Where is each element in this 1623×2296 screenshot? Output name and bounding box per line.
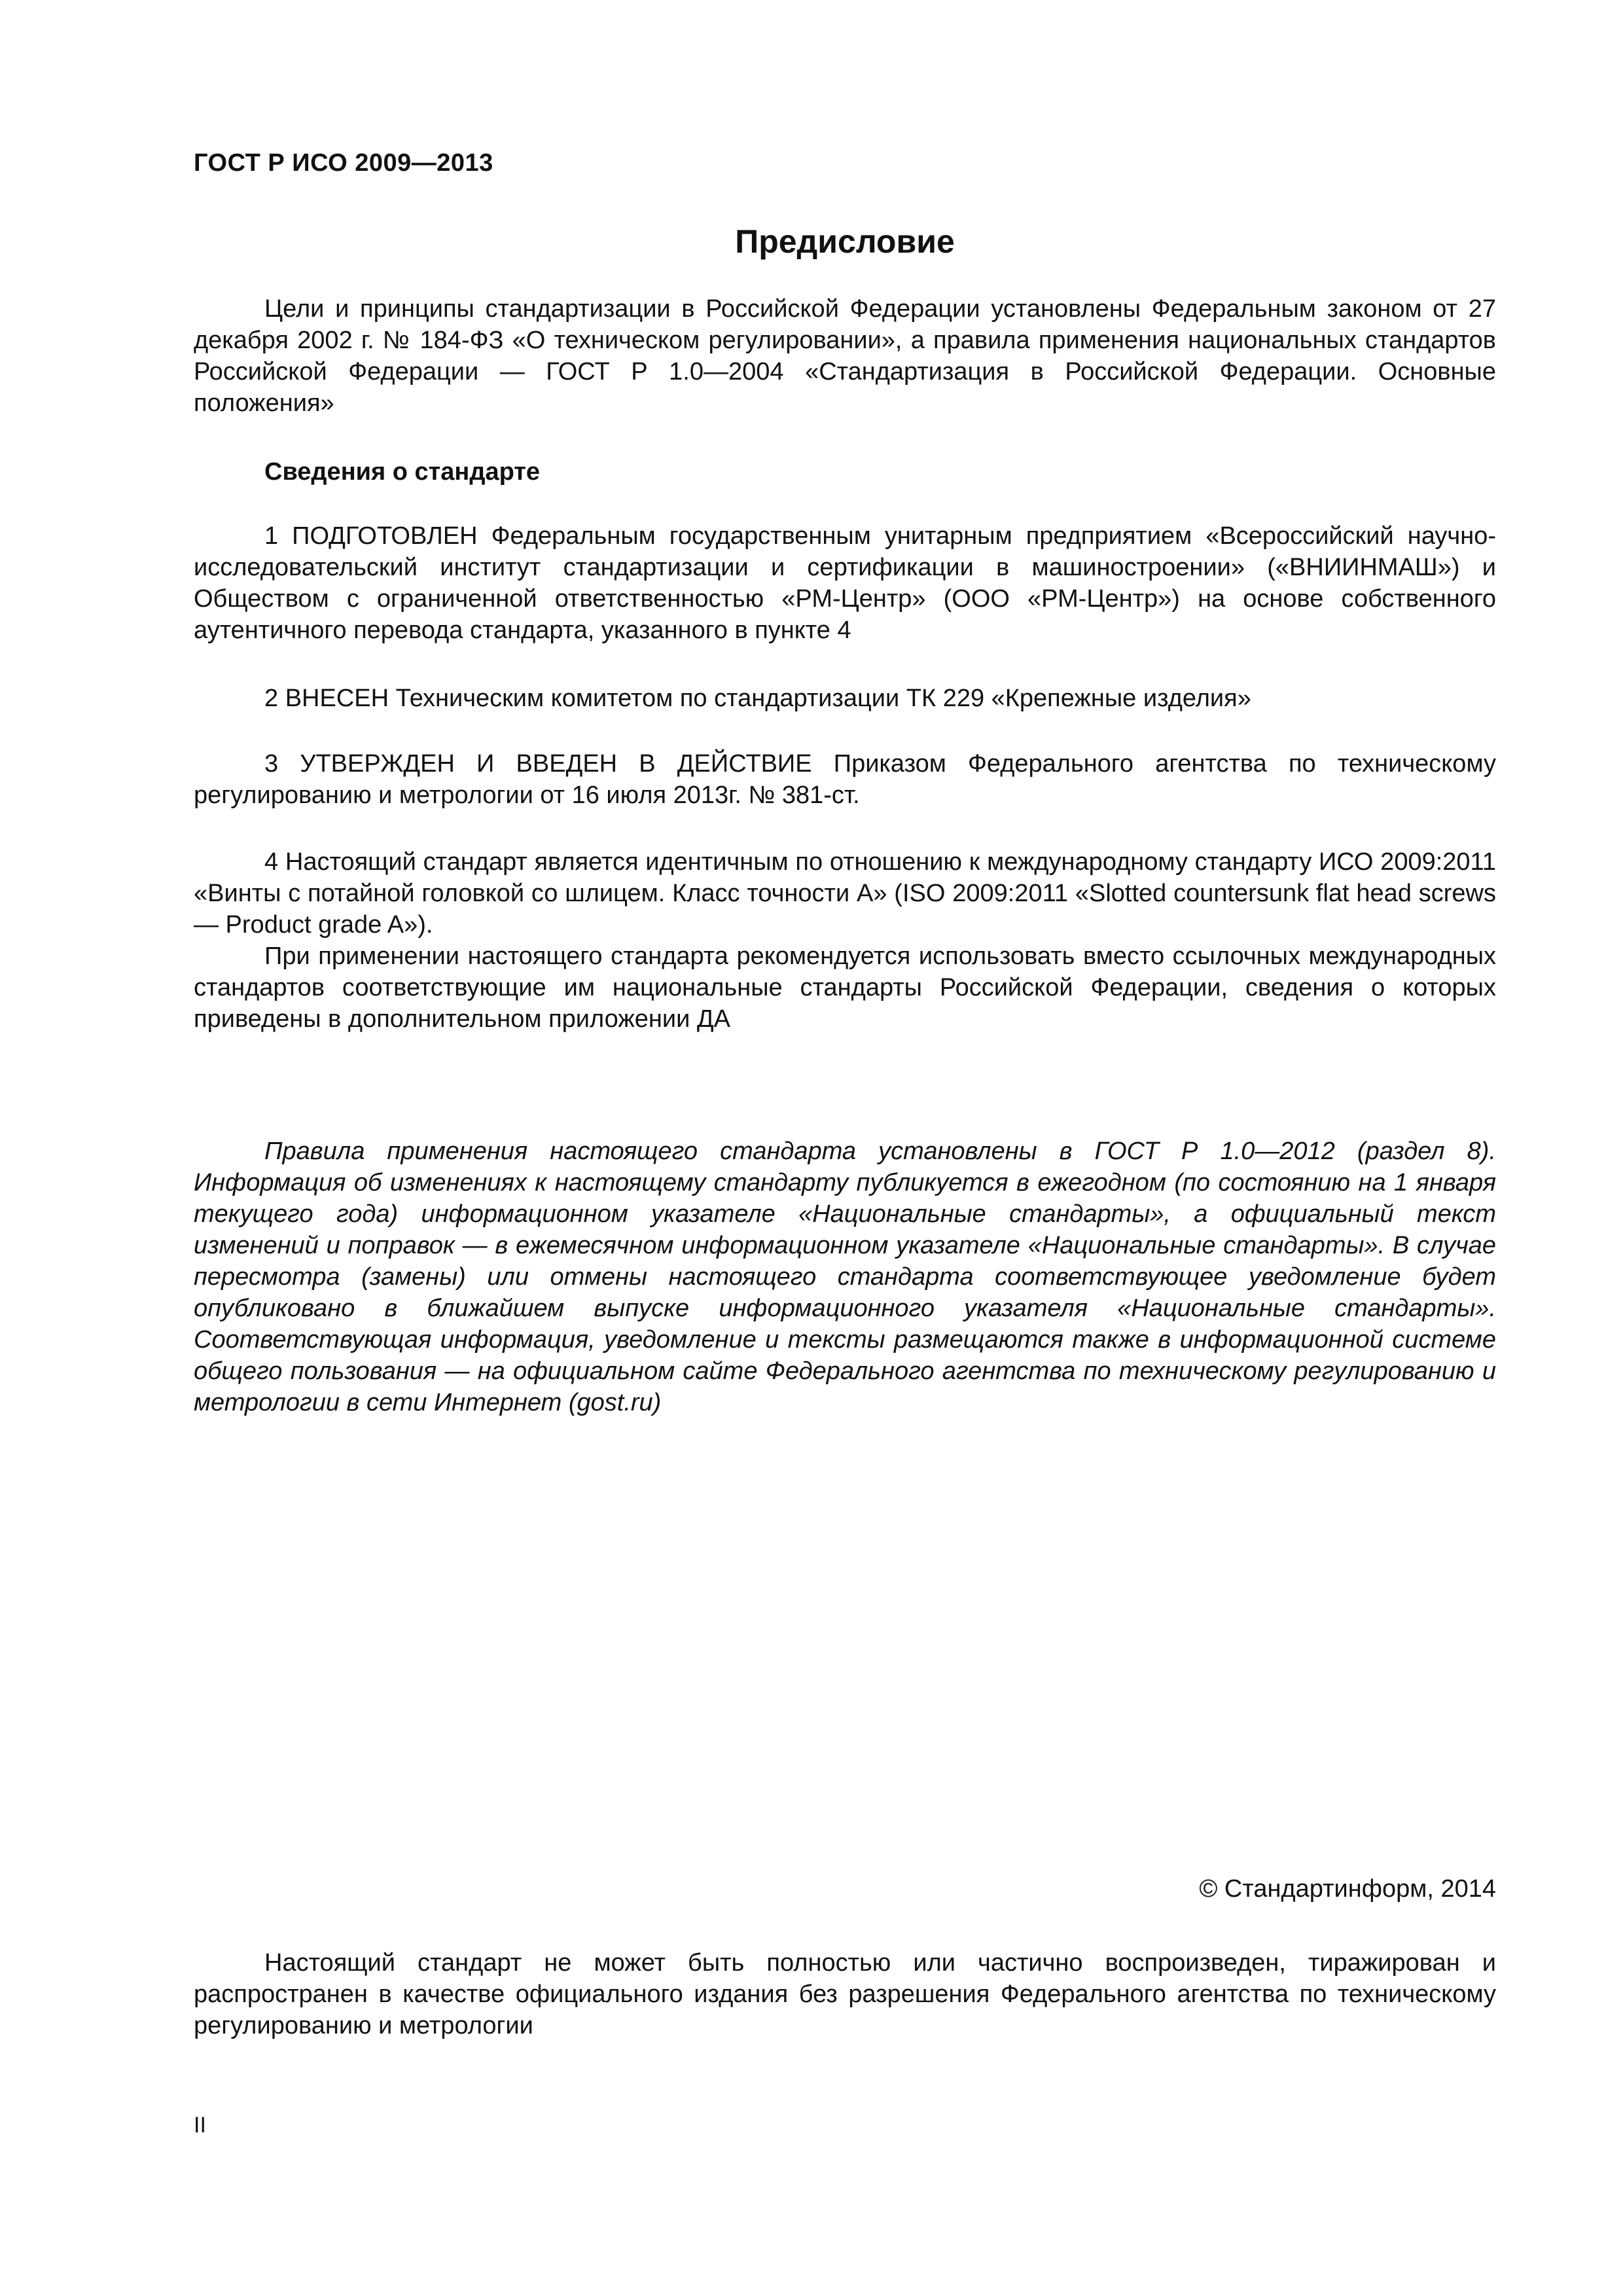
standard-info-item-1-block [194, 520, 1496, 646]
standard-info-item-4-block [194, 846, 1496, 1035]
rules-notice: Правила применения настоящего стандарта установлены в ГОСТ Р 1.0—2012 (раздел 8). Информация об изменениях к настоящему стандарту публикуется в ежегодном (по состоянию на 1 января текущего года) информационном указателе «Национальные стандарты», а официальный текст изменений и поправок — в ежемесячном информационном указателе «Национальные стандарты». В случае пересмотра (замены) или отмены настоящего стандарта соответствующее уведомление будет опубликовано в ближайшем выпуске информационного указателя «Национальные стандарты». Соответствующая информация, уведомление и тексты размещаются также в информационной системе общего пользования — на официальном сайте Федерального агентства по техническому регулированию и метрологии в сети Интернет (gost.ru) [194, 1138, 1496, 1416]
standard-info-item-3: 3 УТВЕРЖДЕН И ВВЕДЕН В ДЕЙСТВИЕ Приказом Федерального агентства по техническому регулированию и метрологии от 16 июля 2013г. № 381-ст. [194, 750, 1496, 809]
reproduction-notice-block [194, 1947, 1496, 2041]
standard-info-item-4: 4 Настоящий стандарт является идентичным по отношению к международному стандарту ИСО 2009:2011 «Винты с потайной головкой со шлицем. Класс точности А» (ISO 2009:2011 «Slotted countersunk flat head screws — Product grade A»). [194, 848, 1496, 939]
standard-info-item-2-block [194, 683, 1496, 714]
intro-section [194, 293, 1496, 419]
standard-info-item-4-continuation: При применении настоящего стандарта рекомендуется использовать вместо ссылочных международных стандартов соответствующие им национальные стандарты Российской Федерации, сведения о которых приведены в дополнительном приложении ДА [194, 942, 1496, 1033]
standard-info-item-1: 1 ПОДГОТОВЛЕН Федеральным государственным унитарным предприятием «Всероссийский научно-исследовательский институт стандартизации и сертификации в машиностроении» («ВНИИНМАШ») и Обществом с ограниченной ответственностью «РМ-Центр» (ООО «РМ-Центр») на основе собственного аутентичного перевода стандарта, указанного в пункте 4 [194, 522, 1496, 644]
document-code-header: ГОСТ Р ИСО 2009—2013 [194, 149, 493, 177]
standard-info-item-3-block [194, 748, 1496, 811]
copyright-notice: © Стандартинформ, 2014 [1199, 1875, 1496, 1903]
standard-info-heading: Сведения о стандарте [264, 458, 541, 486]
standard-info-item-2: 2 ВНЕСЕН Техническим комитетом по стандартизации ТК 229 «Крепежные изделия» [264, 685, 1251, 712]
page-title: Предисловие [735, 223, 955, 260]
reproduction-notice: Настоящий стандарт не может быть полностью или частично воспроизведен, тиражирован и распространен в качестве официального издания без разрешения Федерального агентства по техническому регулированию и метрологии [194, 1949, 1496, 2039]
page-number: II [194, 2113, 206, 2138]
intro-paragraph: Цели и принципы стандартизации в Российской Федерации установлены Федеральным законом от 27 декабря 2002 г. № 184-ФЗ «О техническом регулировании», а правила применения национальных стандартов Российской Федерации — ГОСТ Р 1.0—2004 «Стандартизация в Российской Федерации. Основные положения» [194, 295, 1496, 417]
rules-notice-block [194, 1136, 1496, 1418]
